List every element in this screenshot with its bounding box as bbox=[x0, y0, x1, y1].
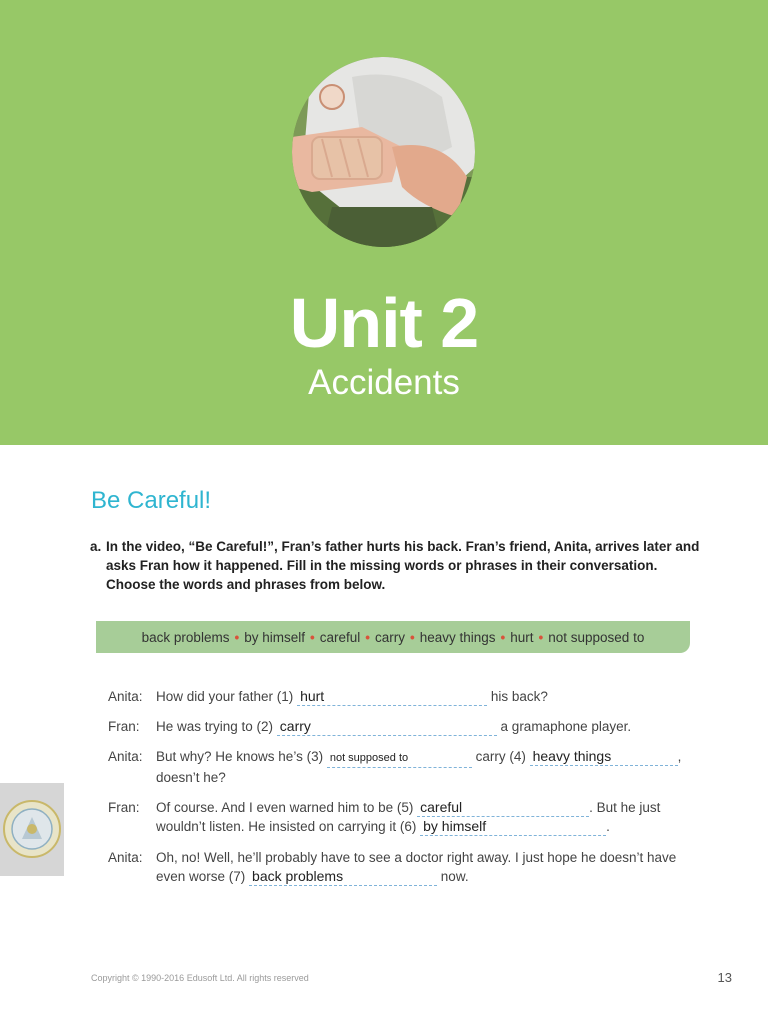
word-bank-separator: • bbox=[309, 629, 315, 645]
answer-blank-4[interactable]: heavy things bbox=[530, 749, 678, 766]
word-bank-item: by himself bbox=[244, 629, 305, 645]
answer-blank-7[interactable]: back problems bbox=[249, 869, 437, 886]
dialog-speaker: Anita: bbox=[108, 689, 143, 704]
dialog-speaker: Fran: bbox=[108, 719, 140, 734]
dialog-line bbox=[108, 848, 708, 886]
dialog-text: But why? He knows he’s (3) bbox=[156, 749, 327, 764]
dialog-text: , doesn’t he? bbox=[156, 749, 682, 785]
dialog-text: . bbox=[606, 819, 610, 834]
school-seal bbox=[0, 783, 64, 876]
dialog-text: his back? bbox=[487, 689, 548, 704]
dialog-text: Oh, no! Well, he’ll probably have to see a doctor right away. I just hope he doesn’t have even worse (7) bbox=[156, 850, 677, 884]
dialog-text: He was trying to (2) bbox=[156, 719, 277, 734]
dialog-text: Of course. And I even warned him to be (5) bbox=[156, 800, 418, 815]
word-bank-separator: • bbox=[409, 629, 415, 645]
dialog-text: . But he just wouldn’t listen. He insisted on carrying it (6) bbox=[156, 800, 661, 834]
dialog-line bbox=[108, 717, 708, 736]
answer-blank-3[interactable]: not supposed to bbox=[327, 751, 472, 768]
exercise-instructions bbox=[90, 537, 700, 594]
copyright-notice: Copyright © 1990-2016 Edusoft Ltd. All rights reserved bbox=[91, 973, 309, 983]
word-bank-item: careful bbox=[319, 629, 361, 645]
answer-blank-6[interactable]: by himself bbox=[420, 819, 606, 836]
dialog-text: carry (4) bbox=[471, 749, 530, 764]
dialog-line bbox=[108, 747, 708, 787]
dialog-line bbox=[108, 687, 708, 706]
word-bank-separator: • bbox=[538, 629, 544, 645]
exercise-letter: a. bbox=[90, 539, 102, 554]
word-bank-item: carry bbox=[374, 629, 405, 645]
dialog-text: How did your father (1) bbox=[156, 689, 298, 704]
page-number: 13 bbox=[717, 970, 732, 985]
dialog-speaker: Anita: bbox=[108, 850, 143, 865]
dialog-line bbox=[108, 798, 708, 836]
dialog-speech bbox=[156, 747, 708, 787]
dialog-speaker: Fran: bbox=[108, 800, 140, 815]
word-bank-item: not supposed to bbox=[548, 629, 645, 645]
unit-subtitle: Accidents bbox=[308, 363, 460, 402]
exercise-instruction-text: In the video, “Be Careful!”, Fran’s father hurts his back. Fran’s friend, Anita, arrives later and asks Fran how it happened. Fill in the missing words or phrases in their conversation. Choose the words and phrases from below. bbox=[106, 539, 700, 592]
dialog-speech bbox=[156, 687, 708, 706]
section-title: Be Careful! bbox=[91, 487, 212, 514]
word-bank-separator: • bbox=[500, 629, 506, 645]
unit-title: Unit 2 bbox=[289, 284, 479, 362]
answer-blank-2[interactable]: carry bbox=[277, 719, 497, 736]
dialog-text: now. bbox=[437, 869, 469, 884]
word-bank-item: hurt bbox=[510, 629, 534, 645]
school-seal-emblem-icon bbox=[0, 783, 64, 876]
unit-header-banner bbox=[0, 0, 768, 445]
word-bank-separator: • bbox=[365, 629, 370, 645]
injured-arm-illustration bbox=[292, 57, 475, 247]
dialog-speaker: Anita: bbox=[108, 749, 143, 764]
dialog-text: a gramaphone player. bbox=[496, 719, 632, 734]
word-bank-separator: • bbox=[234, 629, 240, 645]
word-bank bbox=[96, 621, 690, 653]
dialog-speech bbox=[156, 798, 708, 836]
dialog-speech bbox=[156, 848, 708, 886]
dialog-speech bbox=[156, 717, 708, 736]
word-bank-item: heavy things bbox=[419, 629, 496, 645]
injured-arm-photo bbox=[292, 57, 475, 247]
word-bank-item: back problems bbox=[141, 629, 230, 645]
answer-blank-5[interactable]: careful bbox=[417, 800, 589, 817]
answer-blank-1[interactable]: hurt bbox=[297, 689, 487, 706]
